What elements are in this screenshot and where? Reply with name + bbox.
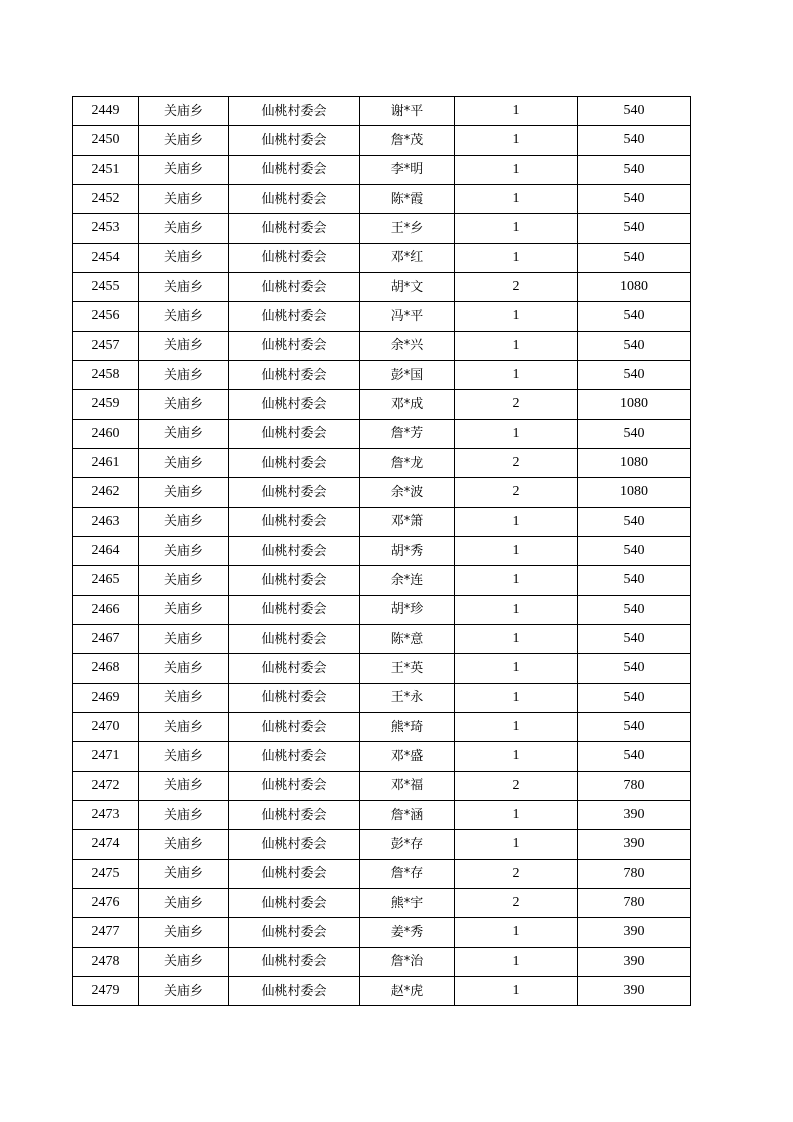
village-committee-cell: 仙桃村委会 <box>229 683 360 712</box>
table-row <box>73 976 691 1005</box>
name-cell: 詹*治 <box>360 947 455 976</box>
name-cell: 胡*珍 <box>360 595 455 624</box>
serial-number-cell: 2465 <box>73 566 139 595</box>
village-committee-cell: 仙桃村委会 <box>229 888 360 917</box>
name-cell: 詹*芳 <box>360 419 455 448</box>
village-committee-cell: 仙桃村委会 <box>229 800 360 829</box>
subsidy-table <box>72 96 691 1006</box>
amount-cell: 1080 <box>578 448 691 477</box>
amount-cell: 780 <box>578 888 691 917</box>
amount-cell: 540 <box>578 654 691 683</box>
name-cell: 余*连 <box>360 566 455 595</box>
count-cell: 1 <box>455 595 578 624</box>
village-committee-cell: 仙桃村委会 <box>229 742 360 771</box>
count-cell: 1 <box>455 683 578 712</box>
count-cell: 2 <box>455 272 578 301</box>
name-cell: 邓*红 <box>360 243 455 272</box>
village-committee-cell: 仙桃村委会 <box>229 712 360 741</box>
amount-cell: 540 <box>578 624 691 653</box>
table-row <box>73 448 691 477</box>
table-row <box>73 419 691 448</box>
count-cell: 2 <box>455 771 578 800</box>
serial-number-cell: 2452 <box>73 184 139 213</box>
village-committee-cell: 仙桃村委会 <box>229 624 360 653</box>
township-cell: 关庙乡 <box>139 448 229 477</box>
township-cell: 关庙乡 <box>139 390 229 419</box>
serial-number-cell: 2455 <box>73 272 139 301</box>
count-cell: 1 <box>455 800 578 829</box>
serial-number-cell: 2473 <box>73 800 139 829</box>
village-committee-cell: 仙桃村委会 <box>229 448 360 477</box>
name-cell: 邓*箫 <box>360 507 455 536</box>
serial-number-cell: 2460 <box>73 419 139 448</box>
village-committee-cell: 仙桃村委会 <box>229 976 360 1005</box>
name-cell: 熊*琦 <box>360 712 455 741</box>
table-row <box>73 243 691 272</box>
serial-number-cell: 2471 <box>73 742 139 771</box>
township-cell: 关庙乡 <box>139 624 229 653</box>
count-cell: 1 <box>455 331 578 360</box>
amount-cell: 540 <box>578 566 691 595</box>
amount-cell: 540 <box>578 683 691 712</box>
table-row <box>73 214 691 243</box>
name-cell: 李*明 <box>360 155 455 184</box>
amount-cell: 540 <box>578 184 691 213</box>
data-table-container <box>72 96 691 1006</box>
table-row <box>73 654 691 683</box>
township-cell: 关庙乡 <box>139 272 229 301</box>
serial-number-cell: 2461 <box>73 448 139 477</box>
village-committee-cell: 仙桃村委会 <box>229 302 360 331</box>
serial-number-cell: 2476 <box>73 888 139 917</box>
name-cell: 王*英 <box>360 654 455 683</box>
serial-number-cell: 2470 <box>73 712 139 741</box>
amount-cell: 540 <box>578 536 691 565</box>
village-committee-cell: 仙桃村委会 <box>229 536 360 565</box>
amount-cell: 540 <box>578 243 691 272</box>
name-cell: 余*波 <box>360 478 455 507</box>
village-committee-cell: 仙桃村委会 <box>229 155 360 184</box>
village-committee-cell: 仙桃村委会 <box>229 654 360 683</box>
township-cell: 关庙乡 <box>139 800 229 829</box>
count-cell: 1 <box>455 360 578 389</box>
village-committee-cell: 仙桃村委会 <box>229 126 360 155</box>
township-cell: 关庙乡 <box>139 184 229 213</box>
name-cell: 赵*虎 <box>360 976 455 1005</box>
serial-number-cell: 2472 <box>73 771 139 800</box>
serial-number-cell: 2454 <box>73 243 139 272</box>
serial-number-cell: 2466 <box>73 595 139 624</box>
table-row <box>73 683 691 712</box>
township-cell: 关庙乡 <box>139 507 229 536</box>
table-row <box>73 184 691 213</box>
serial-number-cell: 2467 <box>73 624 139 653</box>
village-committee-cell: 仙桃村委会 <box>229 918 360 947</box>
township-cell: 关庙乡 <box>139 331 229 360</box>
serial-number-cell: 2474 <box>73 830 139 859</box>
serial-number-cell: 2453 <box>73 214 139 243</box>
serial-number-cell: 2450 <box>73 126 139 155</box>
amount-cell: 780 <box>578 859 691 888</box>
count-cell: 1 <box>455 742 578 771</box>
amount-cell: 390 <box>578 918 691 947</box>
township-cell: 关庙乡 <box>139 360 229 389</box>
count-cell: 1 <box>455 184 578 213</box>
amount-cell: 540 <box>578 712 691 741</box>
table-row <box>73 360 691 389</box>
township-cell: 关庙乡 <box>139 888 229 917</box>
count-cell: 1 <box>455 624 578 653</box>
serial-number-cell: 2456 <box>73 302 139 331</box>
township-cell: 关庙乡 <box>139 771 229 800</box>
village-committee-cell: 仙桃村委会 <box>229 390 360 419</box>
village-committee-cell: 仙桃村委会 <box>229 184 360 213</box>
count-cell: 2 <box>455 390 578 419</box>
count-cell: 1 <box>455 654 578 683</box>
amount-cell: 1080 <box>578 478 691 507</box>
table-row <box>73 742 691 771</box>
village-committee-cell: 仙桃村委会 <box>229 566 360 595</box>
village-committee-cell: 仙桃村委会 <box>229 595 360 624</box>
name-cell: 詹*茂 <box>360 126 455 155</box>
table-row <box>73 97 691 126</box>
village-committee-cell: 仙桃村委会 <box>229 771 360 800</box>
amount-cell: 540 <box>578 155 691 184</box>
count-cell: 1 <box>455 155 578 184</box>
table-row <box>73 566 691 595</box>
amount-cell: 390 <box>578 830 691 859</box>
name-cell: 詹*涵 <box>360 800 455 829</box>
township-cell: 关庙乡 <box>139 947 229 976</box>
table-row <box>73 859 691 888</box>
count-cell: 2 <box>455 888 578 917</box>
township-cell: 关庙乡 <box>139 302 229 331</box>
village-committee-cell: 仙桃村委会 <box>229 214 360 243</box>
table-row <box>73 918 691 947</box>
name-cell: 王*永 <box>360 683 455 712</box>
count-cell: 1 <box>455 243 578 272</box>
name-cell: 彭*存 <box>360 830 455 859</box>
name-cell: 冯*平 <box>360 302 455 331</box>
table-row <box>73 155 691 184</box>
count-cell: 2 <box>455 448 578 477</box>
count-cell: 1 <box>455 126 578 155</box>
amount-cell: 540 <box>578 331 691 360</box>
count-cell: 1 <box>455 302 578 331</box>
village-committee-cell: 仙桃村委会 <box>229 97 360 126</box>
name-cell: 熊*宇 <box>360 888 455 917</box>
township-cell: 关庙乡 <box>139 478 229 507</box>
count-cell: 1 <box>455 419 578 448</box>
amount-cell: 540 <box>578 742 691 771</box>
table-row <box>73 302 691 331</box>
serial-number-cell: 2468 <box>73 654 139 683</box>
name-cell: 胡*文 <box>360 272 455 301</box>
township-cell: 关庙乡 <box>139 976 229 1005</box>
village-committee-cell: 仙桃村委会 <box>229 507 360 536</box>
count-cell: 1 <box>455 830 578 859</box>
township-cell: 关庙乡 <box>139 243 229 272</box>
table-row <box>73 126 691 155</box>
table-row <box>73 507 691 536</box>
amount-cell: 540 <box>578 419 691 448</box>
township-cell: 关庙乡 <box>139 214 229 243</box>
township-cell: 关庙乡 <box>139 683 229 712</box>
township-cell: 关庙乡 <box>139 859 229 888</box>
table-row <box>73 712 691 741</box>
village-committee-cell: 仙桃村委会 <box>229 478 360 507</box>
table-row <box>73 624 691 653</box>
amount-cell: 540 <box>578 302 691 331</box>
name-cell: 胡*秀 <box>360 536 455 565</box>
amount-cell: 540 <box>578 214 691 243</box>
table-row <box>73 800 691 829</box>
table-row <box>73 595 691 624</box>
amount-cell: 540 <box>578 595 691 624</box>
village-committee-cell: 仙桃村委会 <box>229 331 360 360</box>
township-cell: 关庙乡 <box>139 97 229 126</box>
serial-number-cell: 2457 <box>73 331 139 360</box>
count-cell: 1 <box>455 976 578 1005</box>
township-cell: 关庙乡 <box>139 918 229 947</box>
serial-number-cell: 2477 <box>73 918 139 947</box>
township-cell: 关庙乡 <box>139 654 229 683</box>
township-cell: 关庙乡 <box>139 595 229 624</box>
count-cell: 1 <box>455 918 578 947</box>
amount-cell: 390 <box>578 947 691 976</box>
amount-cell: 390 <box>578 976 691 1005</box>
township-cell: 关庙乡 <box>139 742 229 771</box>
count-cell: 1 <box>455 507 578 536</box>
township-cell: 关庙乡 <box>139 419 229 448</box>
table-row <box>73 331 691 360</box>
name-cell: 陈*霞 <box>360 184 455 213</box>
village-committee-cell: 仙桃村委会 <box>229 859 360 888</box>
amount-cell: 540 <box>578 97 691 126</box>
village-committee-cell: 仙桃村委会 <box>229 830 360 859</box>
count-cell: 2 <box>455 859 578 888</box>
name-cell: 谢*平 <box>360 97 455 126</box>
amount-cell: 1080 <box>578 390 691 419</box>
table-row <box>73 272 691 301</box>
township-cell: 关庙乡 <box>139 155 229 184</box>
serial-number-cell: 2459 <box>73 390 139 419</box>
serial-number-cell: 2462 <box>73 478 139 507</box>
name-cell: 邓*盛 <box>360 742 455 771</box>
township-cell: 关庙乡 <box>139 126 229 155</box>
name-cell: 邓*成 <box>360 390 455 419</box>
count-cell: 1 <box>455 566 578 595</box>
table-row <box>73 947 691 976</box>
serial-number-cell: 2469 <box>73 683 139 712</box>
count-cell: 1 <box>455 536 578 565</box>
village-committee-cell: 仙桃村委会 <box>229 360 360 389</box>
name-cell: 彭*国 <box>360 360 455 389</box>
count-cell: 1 <box>455 712 578 741</box>
table-row <box>73 830 691 859</box>
township-cell: 关庙乡 <box>139 830 229 859</box>
name-cell: 余*兴 <box>360 331 455 360</box>
township-cell: 关庙乡 <box>139 712 229 741</box>
name-cell: 詹*存 <box>360 859 455 888</box>
village-committee-cell: 仙桃村委会 <box>229 272 360 301</box>
name-cell: 姜*秀 <box>360 918 455 947</box>
amount-cell: 390 <box>578 800 691 829</box>
serial-number-cell: 2478 <box>73 947 139 976</box>
serial-number-cell: 2449 <box>73 97 139 126</box>
township-cell: 关庙乡 <box>139 566 229 595</box>
table-row <box>73 771 691 800</box>
table-row <box>73 888 691 917</box>
amount-cell: 540 <box>578 507 691 536</box>
serial-number-cell: 2463 <box>73 507 139 536</box>
name-cell: 詹*龙 <box>360 448 455 477</box>
name-cell: 邓*福 <box>360 771 455 800</box>
village-committee-cell: 仙桃村委会 <box>229 243 360 272</box>
name-cell: 王*乡 <box>360 214 455 243</box>
count-cell: 2 <box>455 478 578 507</box>
serial-number-cell: 2479 <box>73 976 139 1005</box>
village-committee-cell: 仙桃村委会 <box>229 947 360 976</box>
count-cell: 1 <box>455 97 578 126</box>
serial-number-cell: 2451 <box>73 155 139 184</box>
count-cell: 1 <box>455 214 578 243</box>
table-row <box>73 536 691 565</box>
serial-number-cell: 2464 <box>73 536 139 565</box>
table-row <box>73 478 691 507</box>
amount-cell: 1080 <box>578 272 691 301</box>
township-cell: 关庙乡 <box>139 536 229 565</box>
village-committee-cell: 仙桃村委会 <box>229 419 360 448</box>
serial-number-cell: 2458 <box>73 360 139 389</box>
amount-cell: 540 <box>578 360 691 389</box>
table-body <box>73 97 691 1006</box>
table-row <box>73 390 691 419</box>
name-cell: 陈*意 <box>360 624 455 653</box>
amount-cell: 540 <box>578 126 691 155</box>
amount-cell: 780 <box>578 771 691 800</box>
serial-number-cell: 2475 <box>73 859 139 888</box>
count-cell: 1 <box>455 947 578 976</box>
